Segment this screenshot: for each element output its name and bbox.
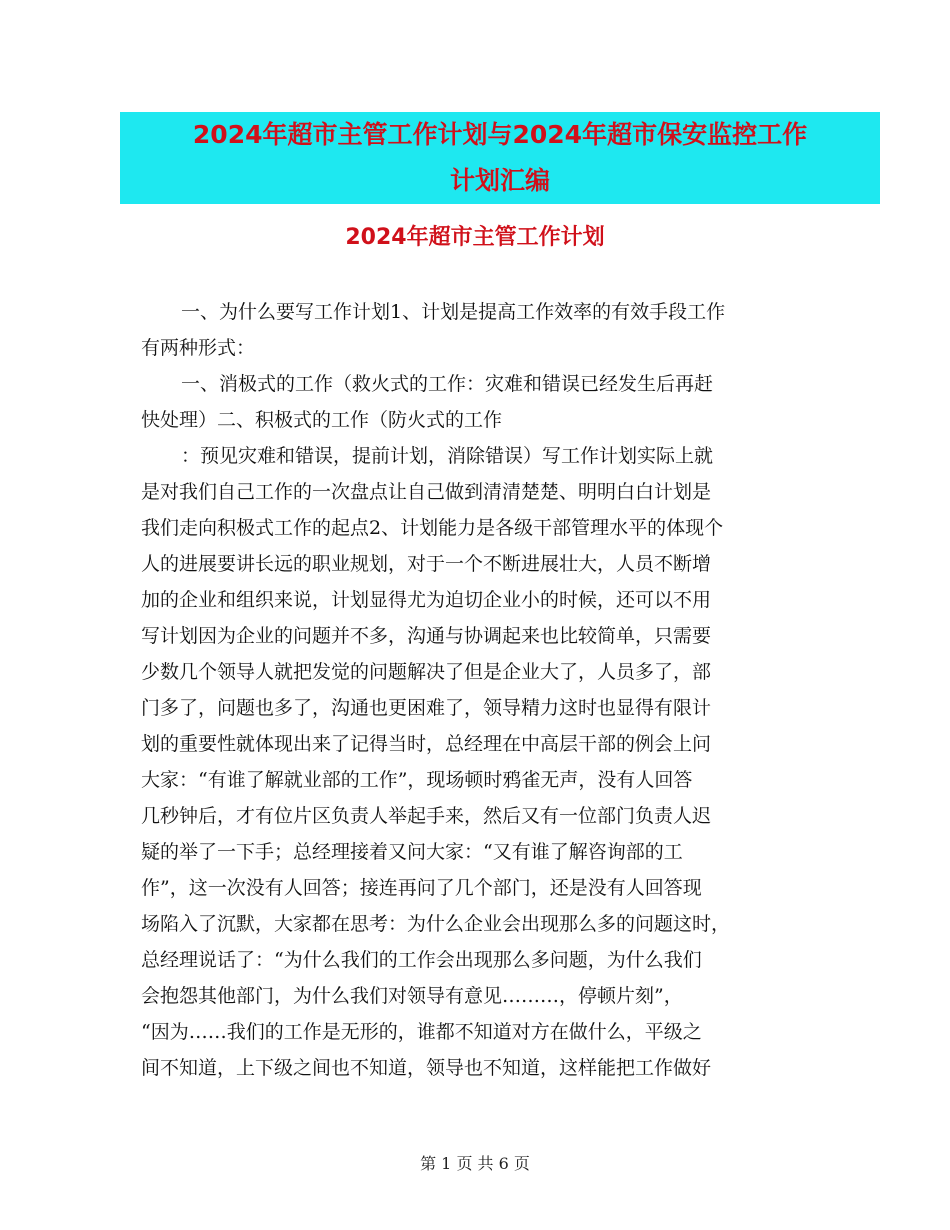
paragraph-line: 作”，这一次没有人回答；接连再问了几个部门，还是没有人回答现 <box>141 877 702 899</box>
paragraph-line: 有两种形式： <box>141 337 256 359</box>
paragraph-line: 一、为什么要写工作计划1、计划是提高工作效率的有效手段工作 <box>181 301 726 323</box>
paragraph-line: 一、消极式的工作（救火式的工作：灾难和错误已经发生后再赶 <box>181 373 714 395</box>
paragraph-line: 人的进展要讲长远的职业规划，对于一个不断进展壮大，人员不断增 <box>141 553 712 575</box>
paragraph-line: 会抱怨其他部门，为什么我们对领导有意见………，停顿片刻”， <box>141 985 683 1007</box>
page-footer: 第 1 页 共 6 页 <box>420 1154 530 1173</box>
section-title: 2024年超市主管工作计划 <box>345 225 605 250</box>
paragraph-line: 几秒钟后，才有位片区负责人举起手来，然后又有一位部门负责人迟 <box>141 805 712 827</box>
paragraph-line: 大家：“有谁了解就业部的工作”，现场顿时鸦雀无声，没有人回答 <box>141 769 693 791</box>
paragraph-line: 是对我们自己工作的一次盘点让自己做到清清楚楚、明明白白计划是 <box>141 481 712 503</box>
document-title-line-2: 计划汇编 <box>449 166 550 195</box>
paragraph-line: 写计划因为企业的问题并不多，沟通与协调起来也比较简单，只需要 <box>141 625 712 647</box>
document-title-line-1: 2024年超市主管工作计划与2024年超市保安监控工作 <box>192 120 808 149</box>
paragraph-line: 门多了，问题也多了，沟通也更困难了，领导精力这时也显得有限计 <box>141 697 712 719</box>
paragraph-line: 我们走向积极式工作的起点2、计划能力是各级干部管理水平的体现个 <box>141 517 724 539</box>
paragraph-line: 加的企业和组织来说，计划显得尤为迫切企业小的时候，还可以不用 <box>141 589 712 611</box>
document-title <box>120 112 880 204</box>
paragraph-line: 少数几个领导人就把发觉的问题解决了但是企业大了，人员多了，部 <box>141 661 712 683</box>
paragraph-line: 快处理）二、积极式的工作（防火式的工作 <box>141 409 503 431</box>
paragraph-line: 间不知道，上下级之间也不知道，领导也不知道，这样能把工作做好 <box>141 1057 712 1079</box>
body-text <box>141 294 811 1086</box>
paragraph-line: “因为……我们的工作是无形的，谁都不知道对方在做什么，平级之 <box>141 1021 702 1043</box>
paragraph-line: 总经理说话了：“为什么我们的工作会出现那么多问题，为什么我们 <box>141 949 702 971</box>
paragraph-line: 场陷入了沉默，大家都在思考：为什么企业会出现那么多的问题这时， <box>141 913 731 935</box>
paragraph-line: ：预见灾难和错误，提前计划，消除错误）写工作计划实际上就 <box>181 445 714 467</box>
paragraph-line: 疑的举了一下手；总经理接着又问大家：“又有谁了解咨询部的工 <box>141 841 683 863</box>
paragraph-line: 划的重要性就体现出来了记得当时，总经理在中高层干部的例会上问 <box>141 733 712 755</box>
